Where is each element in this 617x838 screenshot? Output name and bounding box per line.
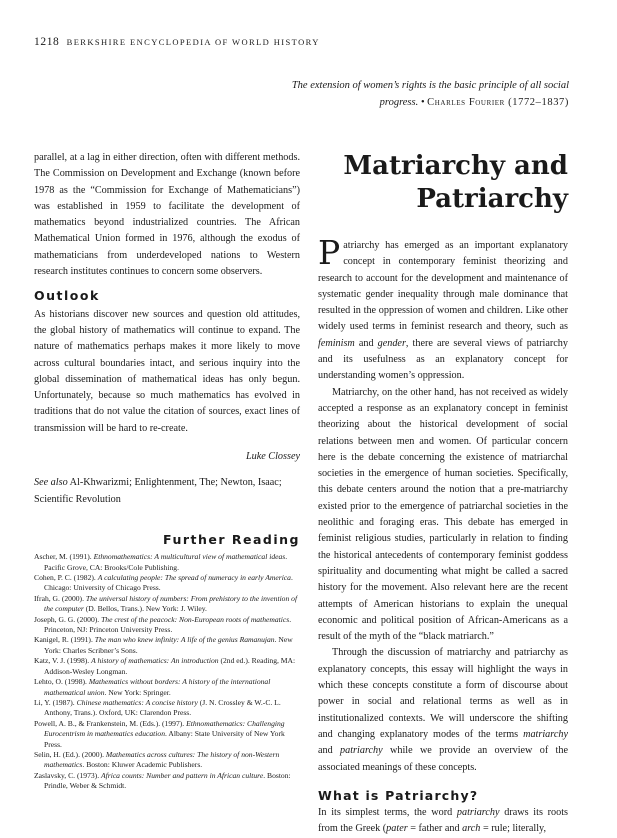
see-also [34, 475, 300, 508]
patriarchy-subheading: What is Patriarchy? [318, 787, 479, 803]
continuation-paragraph: parallel, at a lag in either direction, often with different methods. The Commission on Development and Exchange (known before 1978 as the “Commission for Exchange of Mathematicians”) was established in 1959 to facilitate the development of mathematics beyond industrialized countries. The African Mathematical Union formed in 1976, although the exodus of mathematicians from underdeveloped nations to Western research institutes continues to concern some observers. [34, 152, 300, 278]
article-title [318, 150, 568, 216]
patriarchy-paragraph: In its simplest terms, the word patriarchy draws its roots from the Greek (pater = father and arch = rule; literally, [318, 807, 568, 835]
reference-item: Li, Y. (1987). Chinese mathematics: A concise history (J. N. Crossley & W.-C. L. Anthony, Trans.). Oxford, UK: Clarendon Press. [34, 697, 281, 718]
further-reading-heading: Further Reading [163, 531, 300, 547]
article-title-line1: Matriarchy and [343, 151, 568, 181]
reference-item: Joseph, G. G. (2000). The crest of the peacock: Non-European roots of mathematics. Princeton, NJ: Princeton University Press. [34, 614, 292, 635]
overview-paragraph: Through the discussion of matriarchy and patriarchy as explanatory concepts, this essay will highlight the ways in which these concepts constitute a form of discourse about power in social and relational terms as well as in institutionalized contexts. We will underscore the shifting and changing explanatory modes of the terms matriarchy and patriarchy while we provide an overview of the associated meanings of these concepts. [318, 647, 568, 773]
reference-item: Cohen, P. C. (1982). A calculating people: The spread of numeracy in early America. Chicago: University of Chicago Press. [34, 573, 293, 593]
reference-item: Ascher, M. (1991). Ethnomathematics: A multicultural view of mathematical ideas. Pacific Grove, CA: Brooks/Cole Publishing. [34, 552, 288, 572]
reference-item: Katz, V. J. (1998). A history of mathematics: An introduction (2nd ed.). Reading, MA: Addison-Wesley Longman. [34, 656, 296, 676]
left-column [34, 150, 300, 792]
reference-item: Selin, H. (Ed.). (2000). Mathematics across cultures: The history of non-Western mathematics. Boston: Kluwer Academic Publishers. [34, 749, 280, 770]
running-header [34, 36, 320, 48]
reference-list [34, 552, 300, 791]
reference-item: Zaslavsky, C. (1973). Africa counts: Number and pattern in African culture. Boston: Prindle, Weber & Schmidt. [34, 770, 291, 791]
right-column [318, 150, 568, 838]
epigraph-quote: The extension of women’s rights is the basic principle of all social progress. [291, 80, 569, 108]
article-title-line2: Patriarchy [416, 184, 568, 214]
epigraph-attribution: Charles Fourier (1772–1837) [427, 96, 569, 108]
reference-item: Kanigel, R. (1991). The man who knew infinity: A life of the genius Ramanujan. New York: Charles Scribner’s Sons. [34, 635, 293, 655]
reference-item: Powell, A. B., & Frankenstein, M. (Eds.). (1997). Ethnomathematics: Challenging Eurocentrism in mathematics education. Albany: State University of New York Press. [34, 718, 285, 749]
author-name: Luke Clossey [245, 451, 300, 463]
reference-item: Lehto, O. (1998). Mathematics without borders: A history of the international mathematical union. New York: Springer. [34, 677, 271, 697]
drop-cap: P [318, 233, 341, 272]
epigraph [279, 78, 569, 111]
outlook-paragraph: As historians discover new sources and question old attitudes, the global history of mathematics will continue to expand. The nature of mathematics perhaps makes it more likely to move across cultural boundaries intact, and serious inquiry into the global dissemination of mathematical ideas has only begun. Unfortunately, because so much mathematics has evolved in traditions that do not value the citation of sources, exact lines of transmission will be hard to re-create. [34, 308, 300, 434]
matriarchy-paragraph: Matriarchy, on the other hand, has not received as widely accepted a response as an explanatory concept in feminist theorizing about the historical development of social relations between men and women. Of particular concern here is the debate concerning the existence of matriarchal societies in the emergence of human societies. Specifically, this debate centers around the notion that a pre-matriarchy existed prior to the emergence of patriarchal societies in the neolithic and foraging eras. This debate has emerged in feminist religious studies, particularly in relation to finding the historical antecedents of contemporary feminist goddess spirituality and documenting what might be called a sacred history for the movement. Also relevant here are the recent attempts of American historians to explain the unequal economic and political position of African-Americans as a result of the myth of the “black matriarch.” [318, 386, 568, 643]
intro-paragraph: Patriarchy has emerged as an important explanatory concept in contemporary feminist theorizing and research to account for the development and maintenance of systematic gender inequality through male dominance that resulted in the oppression of women and children. Like other widely used terms in feminist research and theory, such as feminism and gender, there are several views of patriarchy and its usefulness as an explanatory concept for understanding women’s oppression. [318, 233, 568, 382]
running-title: BERKSHIRE ENCYCLOPEDIA OF WORLD HISTORY [66, 37, 320, 47]
outlook-heading: Outlook [34, 288, 100, 304]
see-also-label: See also [34, 477, 68, 489]
epigraph-bullet: • [420, 96, 425, 108]
page-number: 1218 [34, 36, 60, 48]
see-also-links: Al-Khwarizmi; Enlightenment, The; Newton, Isaac; Scientific Revolution [34, 477, 282, 505]
reference-item: Ifrah, G. (2000). The universal history of numbers: From prehistory to the invention of the computer (D. Bellos, Trans.). New York: J. Wiley. [34, 593, 298, 614]
